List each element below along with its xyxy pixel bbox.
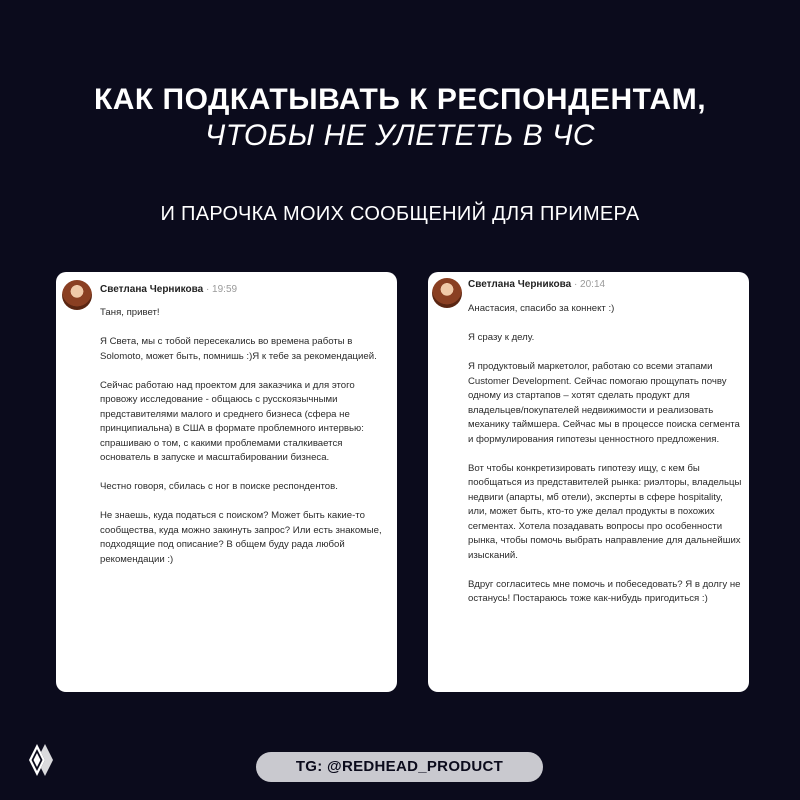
message-header (100, 283, 237, 297)
message-body (100, 306, 392, 567)
message-time: · 19:59 (203, 284, 238, 295)
avatar (62, 280, 92, 310)
message-card-2 (428, 272, 749, 692)
diamond-logo-icon (27, 743, 55, 777)
message-paragraph: Честно говоря, сбилась с ног в поиске респондентов. (100, 481, 338, 492)
message-paragraph: Вдруг согласитесь мне помочь и побеседовать? Я в долгу не останусь! Постараюсь тоже как-нибудь пригодиться :) (468, 578, 741, 604)
message-paragraph: Не знаешь, куда податься с поиском? Может быть какие-то сообщества, куда можно закинуть запрос? Или есть знакомые, подходящие под описание? В общем буду рада любой рекомендации :) (100, 510, 382, 565)
message-paragraph: Я Света, мы с тобой пересекались во времена работы в Solomoto, может быть, помнишь :)Я к тебе за рекомендацией. (100, 336, 377, 362)
message-author: Светлана Черникова (468, 279, 572, 290)
message-time: · 20:14 (571, 279, 606, 290)
message-paragraph: Я продуктовый маркетолог, работаю со всеми этапами Customer Development. Сейчас помогаю прощупать почву одному из стартапов – хотят сделать продукт для владельцев/покупателей недвижимости и реализовать механику таймшера. Сейчас мы в процессе поиска сегмента и формулирования гипотезы ценностного предложения. (468, 361, 740, 445)
message-header (468, 278, 605, 292)
avatar (432, 278, 462, 308)
page-tagline: И ПАРОЧКА МОИХ СООБЩЕНИЙ ДЛЯ ПРИМЕРА (160, 203, 640, 225)
message-paragraph: Сейчас работаю над проектом для заказчика и для этого провожу исследование - общаюсь с русскоязычными представителями малого и среднего бизнеса (сфера не принципиальна) в США в формате проблемного интервью: спрашиваю о том, с какими проблемами сталкивается основатель в запуске и масштабировании бизнеса. (100, 379, 364, 463)
message-card-1 (56, 272, 397, 692)
message-paragraph: Я сразу к делу. (468, 332, 535, 343)
telegram-handle-badge: TG: @REDHEAD_PRODUCT (256, 752, 543, 782)
message-author: Светлана Черникова (100, 284, 204, 295)
page-title: КАК ПОДКАТЫВАТЬ К РЕСПОНДЕНТАМ, (93, 83, 707, 116)
page-subtitle: ЧТОБЫ НЕ УЛЕТЕТЬ В ЧС (205, 119, 595, 152)
message-paragraph: Анастасия, спасибо за коннект :) (468, 303, 615, 314)
message-body (468, 302, 744, 607)
message-paragraph: Вот чтобы конкретизировать гипотезу ищу, с кем бы пообщаться из представителей рынка: риэлторы, владельцы недвиги (апарты, мб отели), эксперты в сфере hospitality, или, может быть, кто-то уже делал продукты в похожих сегментах. Хотела позадавать вопросы про особенности рынка, чтобы помочь выбрать направление для дальнейших изысканий. (468, 462, 742, 561)
message-paragraph: Таня, привет! (100, 307, 160, 318)
